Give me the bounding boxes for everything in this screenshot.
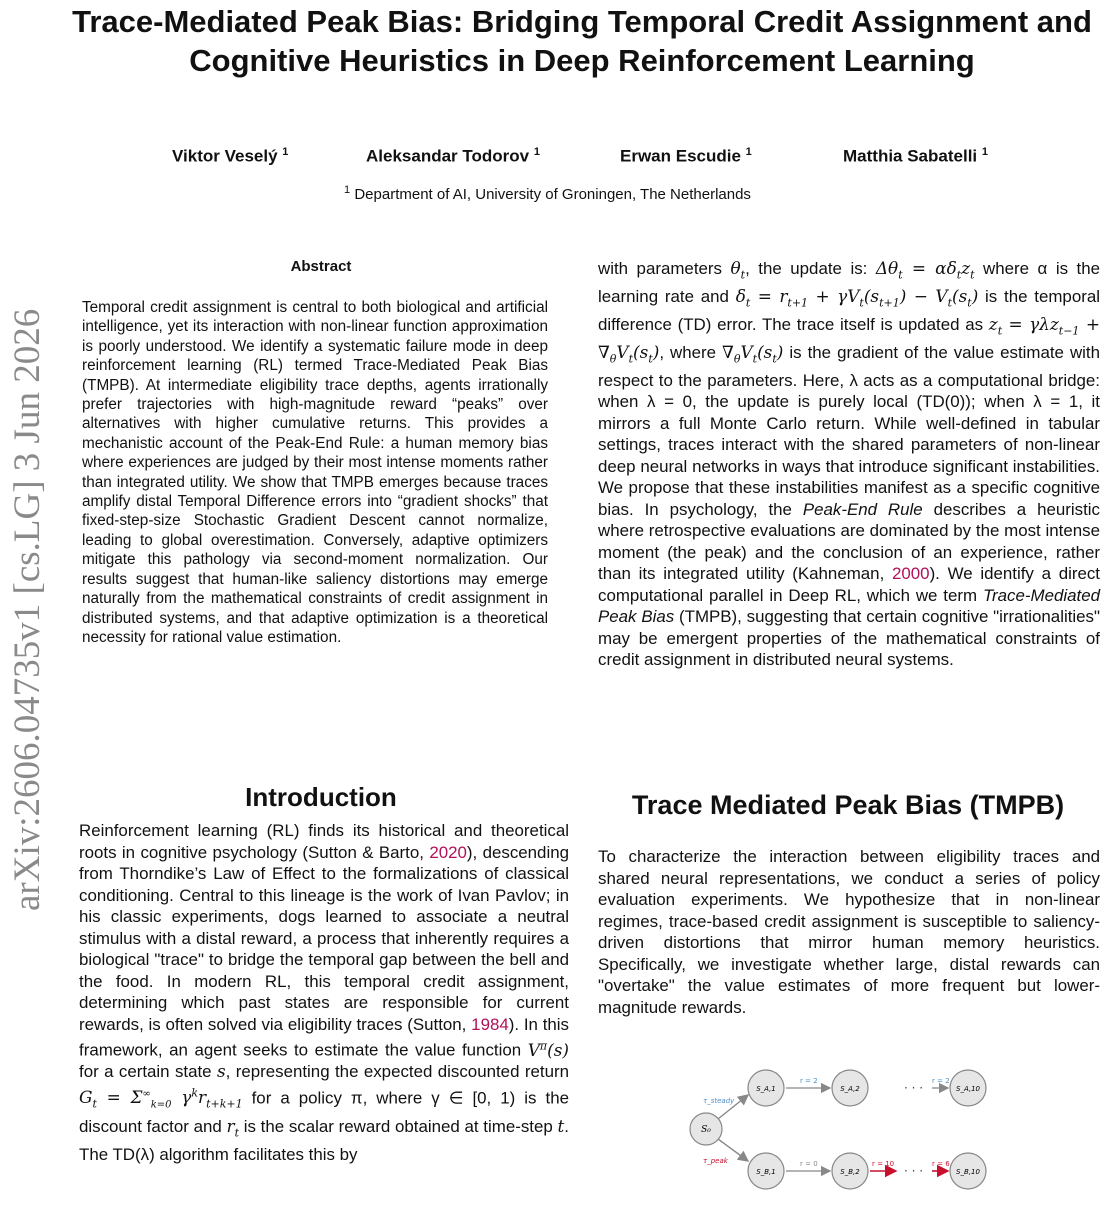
author-3: Erwan Escudie $^1$ xyxy=(620,146,752,166)
citation-sutton-barto[interactable]: 2020 xyxy=(429,842,467,862)
node-sa2 xyxy=(832,1070,868,1106)
svg-text:S_B,1: S_B,1 xyxy=(756,1168,776,1176)
svg-text:S_B,2: S_B,2 xyxy=(840,1168,860,1176)
node-sb10 xyxy=(950,1153,986,1189)
introduction-text: Reinforcement learning (RL) finds its historical and theoretical roots in cognitive psychology (Sutton & Barto, 2020), descending from Thorndike’s Law of Effect to the formalizations of classical conditioning. Central to this lineage is the work of Ivan Pavlov; in his classic experiments, dogs learned to associate a neutral stimulus with a distal reward, a process that inherently requires a biological "trace" to bridge the temporal gap between the bell and the food. In modern RL, this temporal credit assignment, determining which past states are responsible for current rewards, is often solved via eligibility traces (Sutton, 1984). In this framework, an agent seeks to estimate the value function $V^\pi(s)$ for a certain state s, representing the expected discounted return $G_t = \Sigma^\infty_{k=0}$ $\gamma^kr_{t+k+1}$ for a policy π, where γ ∈ [0, 1) is the discount factor and $r_t$ is the scalar reward obtained at time-step t. The TD(λ) algorithm facilitates this by xyxy=(79,821,569,1164)
node-sa1 xyxy=(748,1070,784,1106)
author-1: Viktor Veselý $^1$ xyxy=(172,146,289,166)
node-sa10 xyxy=(950,1070,986,1106)
svg-text:S₀: S₀ xyxy=(701,1125,711,1135)
introduction-heading: Introduction xyxy=(245,782,397,812)
author-2: Aleksandar Todorov $^1$ xyxy=(366,146,540,166)
edge-label-peak: τ_peak xyxy=(703,1157,728,1165)
svg-text:S_A,1: S_A,1 xyxy=(756,1085,776,1093)
citation-sutton[interactable]: 1984 xyxy=(471,1014,509,1034)
node-sb1 xyxy=(748,1153,784,1189)
author-list xyxy=(0,146,1095,168)
svg-text:S_A,2: S_A,2 xyxy=(840,1085,860,1093)
right-column-text: with parameters $\theta_t$, the update is: $\Delta\theta_t = \alpha\delta_tz_t$ where α is the learning rate and $\delta_t = r_{t+1} + \gamma V_t(s_{t+1}) - V_t(s_t)$ is the temporal difference (TD) error. The trace itself is updated as $z_t = \gamma\lambda z_{t-1} + \nabla_\theta V_t(s_t)$, where $\nabla_\theta V_t(s_t)$ is the gradient of the value estimate with respect to the parameters. Here, λ acts as a computational bridge: when λ = 0, the update is purely local (TD(0)); when λ = 1, it mirrors a full Monte Carlo return. While well-defined in tabular settings, traces interact with the shared parameters of non-linear deep neural networks in ways that introduce significant instabilities. We propose that these instabilities manifest as a specific cognitive bias. In psychology, the Peak-End Rule describes a heuristic where retrospective evaluations are dominated by the most intense moment (the peak) and the conclusion of an experience, rather than its integrated utility (Kahneman, 2000). We identify a direct computational parallel in Deep RL, which we term Trace-Mediated Peak Bias (TMPB), suggesting that certain cognitive "irrationalities" may be emergent properties of the mathematical constraints of credit assignment in distributed neural systems. xyxy=(598,258,1101,669)
author-4: Matthia Sabatelli $^1$ xyxy=(843,146,988,166)
citation-kahneman[interactable]: 2000 xyxy=(891,564,930,583)
affiliation: $^1$ Department of AI, University of Groningen, The Netherlands xyxy=(344,184,751,203)
edge-label-r2-b: r = 2 xyxy=(932,1077,950,1085)
paper-title: Trace-Mediated Peak Bias: Bridging Temporal Credit Assignment and Cognitive Heuristics in Deep Reinforcement Learning xyxy=(72,4,1092,78)
mdp-diagram xyxy=(686,1055,1006,1205)
ellipsis-top: · · · xyxy=(904,1081,924,1095)
ellipsis-bottom: · · · xyxy=(904,1164,924,1178)
edge-label-r10: r = 10 xyxy=(872,1160,895,1168)
svg-text:S_B,10: S_B,10 xyxy=(956,1168,980,1176)
edge-label-r2-a: r = 2 xyxy=(800,1077,818,1085)
node-sb2 xyxy=(832,1153,868,1189)
tmpb-heading: Trace Mediated Peak Bias (TMPB) xyxy=(631,790,1065,820)
node-s0 xyxy=(690,1113,722,1145)
abstract-text: Temporal credit assignment is central to both biological and artificial intelligence, yet its interaction with non-linear function approximation is poorly understood. We identify a systematic failure mode in deep reinforcement learning (RL) termed Trace-Mediated Peak Bias (TMPB). At intermediate eligibility trace depths, agents irrationally prefer trajectories with high-magnitude reward “peaks” over alternatives with higher cumulative returns. This provides a mechanistic account of the Peak-End Rule: a human memory bias where experiences are judged by their most intense moments rather than integrated utility. We show that TMPB emerges because traces amplify distal Temporal Difference errors into “gradient shocks” that fixed-step-size Stochastic Gradient Descent cannot normalize, leading to global overestimation. Conversely, adaptive optimizers mitigate this pathology via second-moment normalization. Our results suggest that human-like saliency distortions may emerge naturally from the mathematical constraints of credit assignment in distributed systems, and that adaptive optimization is a theoretical necessity for rational value estimation. xyxy=(82,299,548,646)
arxiv-stamp: arXiv:2606.04735v1 [cs.LG] 3 Jun 2026 xyxy=(7,308,48,911)
abstract-heading: Abstract xyxy=(290,258,352,275)
tmpb-text: To characterize the interaction between eligibility traces and shared neural representations, we conduct a series of policy evaluation experiments. We hypothesize that in non-linear regimes, trace-based credit assignment is susceptible to saliency-driven distortions that mirror human memory heuristics. Specifically, we investigate whether large, distal rewards can "overtake" the value estimates of more frequent but lower-magnitude rewards. xyxy=(598,847,1100,1017)
edge-label-steady: τ_steady xyxy=(703,1097,735,1105)
svg-text:S_A,10: S_A,10 xyxy=(956,1085,980,1093)
edge-label-r0: r = 0 xyxy=(800,1160,818,1168)
edge-label-r6: r = 6 xyxy=(932,1160,950,1168)
